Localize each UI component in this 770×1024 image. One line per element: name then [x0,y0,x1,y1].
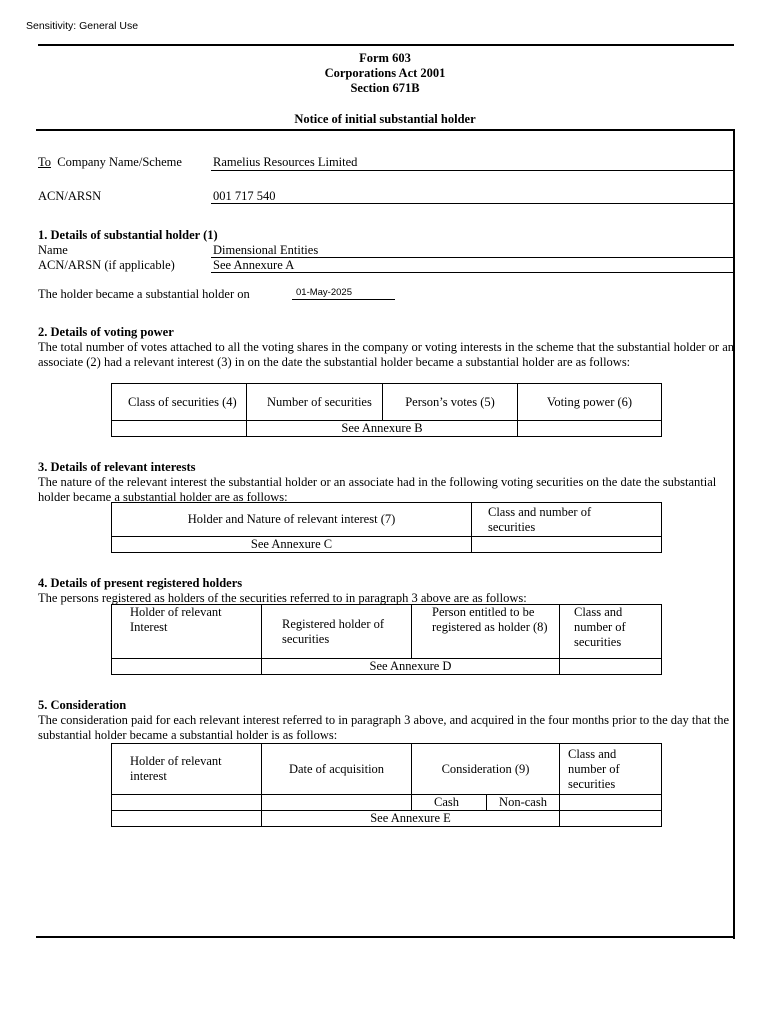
ri-col-class [472,503,662,537]
company-name-label: Company Name/Scheme [57,155,182,169]
c-sub-cell-5 [560,795,662,811]
holder-acn-value: See Annexure A [213,258,295,272]
section4-heading: 4. Details of present registered holders [38,576,243,590]
vp-row-cell-end [518,421,662,437]
c-col-holder-text: Holder of relevant interest [130,754,222,783]
rh-col-class-text: Class and number of securities [574,605,626,649]
c-row-annexure: See Annexure E [262,811,560,827]
vp-col-votes-text: Person’s votes (5) [405,394,495,409]
c-col-holder [112,744,262,795]
section4-text: The persons registered as holders of the securities referred to in paragraph 3 above are as follows: [38,591,527,605]
relevant-interests-table [111,502,662,553]
became-date-line [292,299,395,300]
c-sub-cell-2 [262,795,412,811]
became-holder-date: 01-May-2025 [296,287,352,298]
vp-row-annexure: See Annexure B [247,421,518,437]
holder-acn-line [211,272,733,273]
voting-power-table [111,383,662,437]
registered-holders-table [111,604,662,675]
ri-col-holder-text: Holder and Nature of relevant interest (7) [187,512,396,526]
notice-title: Notice of initial substantial holder [294,112,476,126]
company-name-line [211,170,733,171]
ri-row-cell [472,537,662,553]
form-number: Form 603 [359,51,411,65]
to-label: To [38,155,52,169]
to-company-label [38,155,182,170]
acn-label: ACN/ARSN [38,189,102,203]
vp-col-power-text: Voting power (6) [546,394,633,409]
rh-col-class [560,605,662,659]
sensitivity-label: Sensitivity: General Use [26,20,139,32]
rh-col-holder-text: Holder of relevant Interest [130,605,222,634]
ri-row-annexure: See Annexure C [112,537,472,553]
c-col-class-text: Class and number of securities [568,746,620,791]
section5-text: The consideration paid for each relevant interest referred to in paragraph 3 above, and acquired in the four months prior to the day that the substantial holder became a substantial holder is as follows: [38,713,730,742]
section5-heading: 5. Consideration [38,698,127,712]
section2-text: The total number of votes attached to all the voting shares in the company or voting interests in the scheme that the substantial holder or an associate (2) had a relevant interest (3) in on the date the substantial holder became a substantial holder are as follows: [38,340,734,369]
acn-value: 001 717 540 [213,189,276,203]
consideration-table [111,743,662,827]
section3-heading: 3. Details of relevant interests [38,460,196,474]
vp-row-cell [112,421,247,437]
section3-text: The nature of the relevant interest the substantial holder or an associate had in the following voting securities on the date the substantial holder became a substantial holder are as follows: [38,475,717,504]
box-top-rule [36,129,735,131]
c-sub-noncash: Non-cash [487,795,560,811]
vp-col-class [112,384,247,421]
holder-name-label: Name [38,243,68,257]
c-col-consideration [412,744,560,795]
acn-line [211,203,733,204]
rh-col-entitled [412,605,560,659]
c-row-cell [112,811,262,827]
c-col-date-text: Date of acquisition [288,761,385,776]
c-sub-cash: Cash [412,795,487,811]
rh-row-cell-end [560,659,662,675]
c-col-class [560,744,662,795]
c-col-consideration-text: Consideration (9) [441,761,530,776]
top-rule [38,44,734,46]
rh-col-entitled-text: Person entitled to be registered as holder (8) [432,605,548,634]
section-number: Section 671B [350,81,420,95]
rh-row-annexure: See Annexure D [262,659,560,675]
box-right-rule [733,129,735,939]
act-name: Corporations Act 2001 [324,66,446,80]
c-col-date [262,744,412,795]
vp-col-power [518,384,662,421]
section1-heading: 1. Details of substantial holder (1) [38,228,218,242]
rh-row-cell [112,659,262,675]
holder-name-value: Dimensional Entities [213,243,319,257]
ri-col-holder [112,503,472,537]
box-bottom-rule [36,936,735,938]
c-row-cell-end [560,811,662,827]
vp-col-number [247,384,383,421]
vp-col-votes [383,384,518,421]
section2-heading: 2. Details of voting power [38,325,174,339]
c-sub-cell-1 [112,795,262,811]
rh-col-holder [112,605,262,659]
ri-col-class-text: Class and number of securities [488,504,592,534]
became-holder-label: The holder became a substantial holder on [38,287,250,301]
holder-acn-label: ACN/ARSN (if applicable) [38,258,175,272]
vp-col-number-text: Number of securities [267,394,372,409]
rh-col-registered-text: Registered holder of securities [282,616,385,646]
vp-col-class-text: Class of securities (4) [128,394,237,409]
rh-col-registered [262,605,412,659]
company-name-value: Ramelius Resources Limited [213,155,358,169]
